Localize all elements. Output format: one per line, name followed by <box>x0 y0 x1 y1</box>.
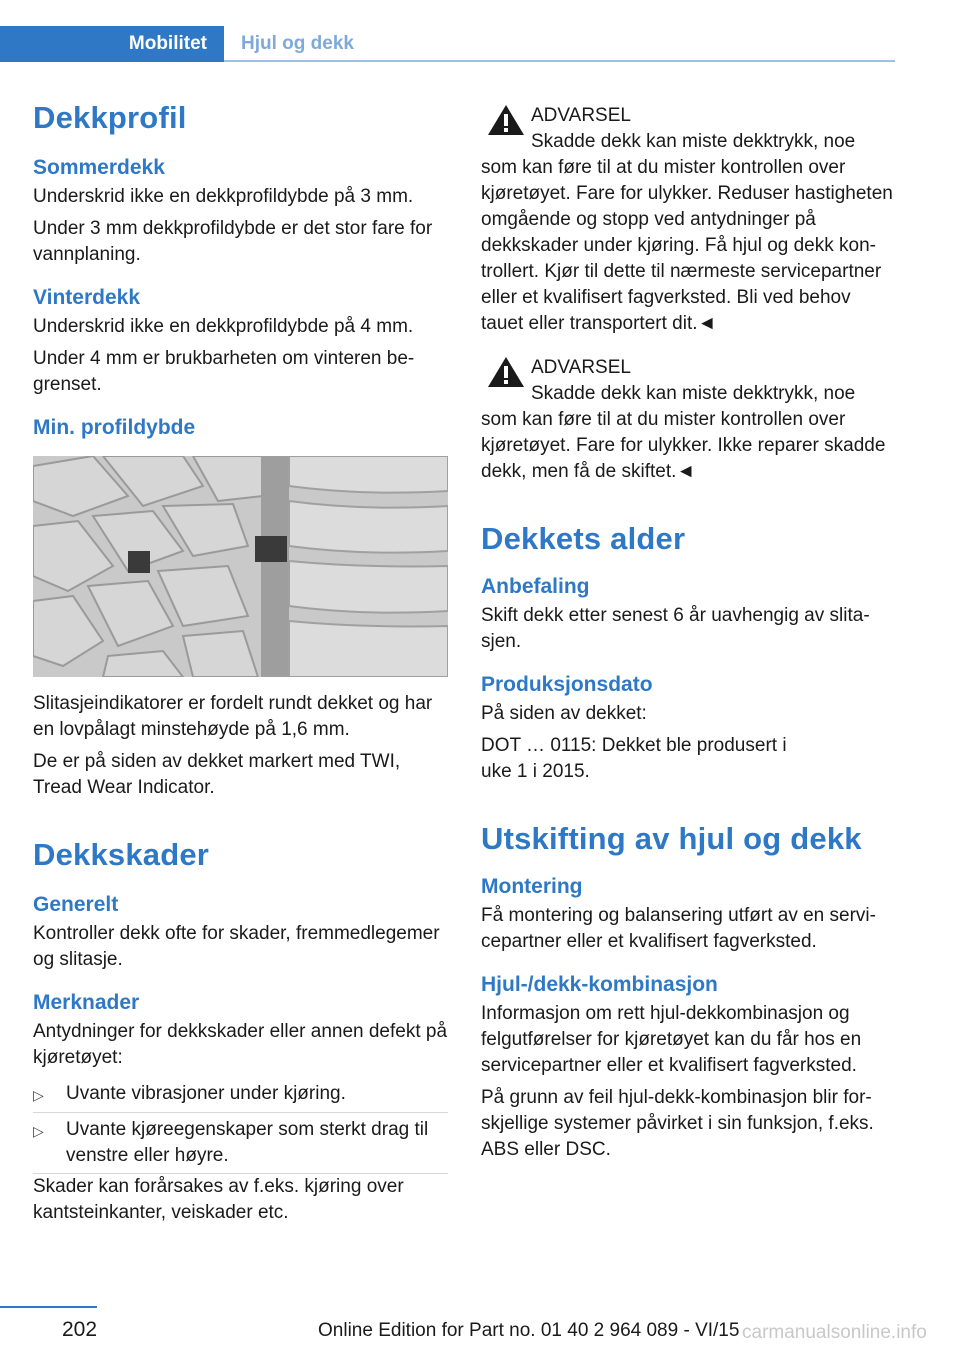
tab-hjul-og-dekk[interactable]: Hjul og dekk <box>241 33 354 54</box>
warning-block-1 <box>481 103 896 337</box>
text-produksjon-1: På siden av dekket: <box>481 703 647 724</box>
symptom-list <box>33 1077 448 1174</box>
text-slitasje: Slitasjeindikatorer er fordelt rundt dekket og har en lovpålagt minstehøyde på 1,6 mm. <box>33 693 433 740</box>
heading-dekkets-alder: Dekkets alder <box>481 521 686 556</box>
page-number: 202 <box>62 1318 98 1341</box>
text-produksjon-3: uke 1 i 2015. <box>481 761 590 782</box>
warning-text-rest: som kan føre til at du mister kontrollen over kjøretøyet. Fare for ulykker. Reduser hastigheten omgående og stopp ved antydninger på dekkskader under kjøring. Få hjul og dekk kontrollert. Kjør til dette til nærmeste servicepartner eller et kvalifisert fagverksted. Bli ved behov tauet eller transportert dit.◄ <box>481 157 893 334</box>
list-item: ▷ Uvante vibrasjoner under kjøring. <box>33 1077 448 1113</box>
text-kombinasjon-2: På grunn av feil hjul-dekk-kombinasjon blir forskjellige systemer påvirket i sin funksjon, f.eks. ABS eller DSC. <box>481 1087 874 1160</box>
heading-merknader: Merknader <box>33 991 140 1014</box>
heading-sommerdekk: Sommerdekk <box>33 156 165 179</box>
warning-triangle-icon <box>481 103 531 137</box>
right-column <box>481 103 896 1163</box>
header-tabbar <box>0 26 895 62</box>
warning-title: ADVARSEL <box>531 357 631 378</box>
text-sommer-2: Under 3 mm dekkprofildybde er det stor fare for vannplaning. <box>33 218 433 265</box>
warning-block-2 <box>481 355 896 485</box>
heading-kombinasjon: Hjul-/dekk-kombinasjon <box>481 973 718 996</box>
text-vinter-1: Underskrid ikke en dekkprofildybde på 4 mm. <box>33 316 414 337</box>
text-kombinasjon-1: Informasjon om rett hjul-dekkombinasjon og felgutførelser for kjøretøyet kan du får hos en servicepartner eller et kvalifisert fagverksted. <box>481 1003 862 1076</box>
heading-vinterdekk: Vinterdekk <box>33 286 140 309</box>
text-twi: De er på siden av dekket markert med TWI, Tread Wear Indicator. <box>33 751 401 798</box>
triangle-right-icon: ▷ <box>33 1123 44 1139</box>
warning-text-rest: som kan føre til at du mister kontrollen over kjøretøyet. Fare for ulykker. Ikke reparer skadde dekk, men få de skiftet.◄ <box>481 409 886 482</box>
heading-generelt: Generelt <box>33 893 119 916</box>
heading-min-profildybde: Min. profildybde <box>33 416 196 439</box>
footer-rule <box>0 1306 97 1308</box>
text-generelt: Kontroller dekk ofte for skader, fremmedlegemer og slitasje. <box>33 923 440 970</box>
warning-triangle-icon <box>481 355 531 389</box>
triangle-right-icon: ▷ <box>33 1087 44 1103</box>
text-sommer-1: Underskrid ikke en dekkprofildybde på 3 mm. <box>33 186 414 207</box>
warning-title: ADVARSEL <box>531 105 631 126</box>
tab-underline <box>224 60 895 62</box>
heading-dekkprofil: Dekkprofil <box>33 100 187 135</box>
text-anbefaling: Skift dekk etter senest 6 år uavhengig av slitasjen. <box>481 605 870 652</box>
text-merknader: Antydninger for dekkskader eller annen defekt på kjøretøyet: <box>33 1021 448 1068</box>
text-skader: Skader kan forårsakes av f.eks. kjøring over kantsteinkanter, veiskader etc. <box>33 1176 404 1223</box>
warning-text-first: Skadde dekk kan miste dekktrykk, noe <box>531 383 856 404</box>
left-column <box>33 100 448 1226</box>
warning-text-first: Skadde dekk kan miste dekktrykk, noe <box>531 131 856 152</box>
text-vinter-2: Under 4 mm er brukbarheten om vinteren begrenset. <box>33 348 415 395</box>
edition-note: Online Edition for Part no. 01 40 2 964 089 - VI/15 <box>318 1320 740 1341</box>
tire-tread-photo <box>33 456 448 677</box>
heading-dekkskader: Dekkskader <box>33 837 210 872</box>
heading-utskifting: Utskifting av hjul og dekk <box>481 821 862 856</box>
heading-produksjonsdato: Produksjonsdato <box>481 673 653 696</box>
list-item: ▷ Uvante kjøreegenskaper som sterkt drag til venstre eller høyre. <box>33 1113 448 1174</box>
tab-mobilitet[interactable]: Mobilitet <box>0 26 224 62</box>
watermark[interactable]: carmanualsonline.info <box>742 1322 927 1343</box>
text-produksjon-2: DOT … 0115: Dekket ble produsert i <box>481 735 787 756</box>
heading-montering: Montering <box>481 875 583 898</box>
text-montering: Få montering og balansering utført av en servicepartner eller et kvalifisert fagverksted. <box>481 905 876 952</box>
heading-anbefaling: Anbefaling <box>481 575 590 598</box>
